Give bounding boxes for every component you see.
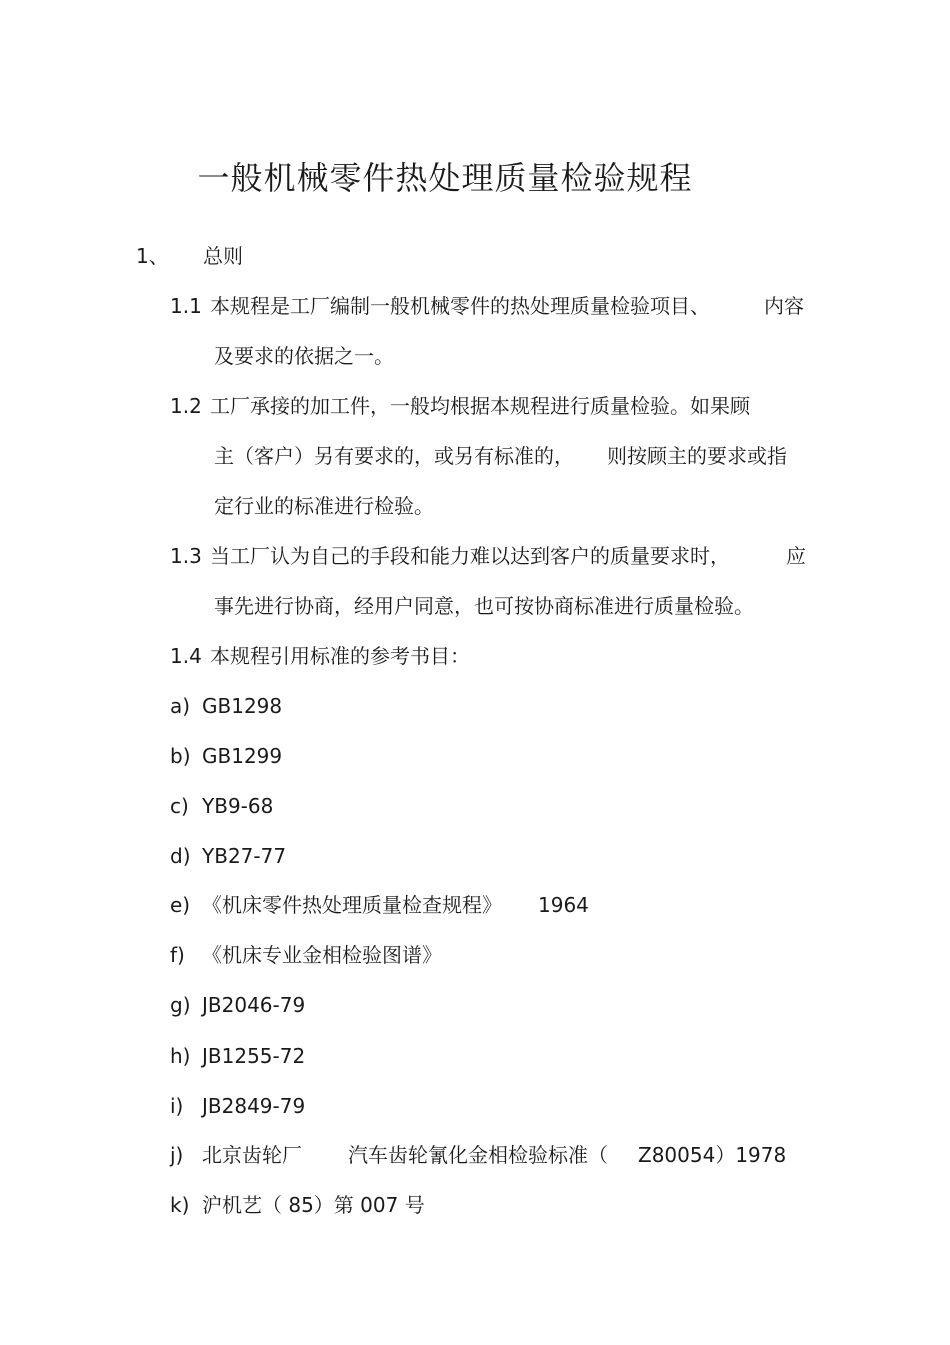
reference-title: 汽车齿轮氰化金相检验标准（ [348,1143,608,1167]
reference-label: k) [170,1193,190,1217]
clause-text-right: 应 [786,544,806,568]
reference-text: JB2046-79 [202,993,306,1017]
section-number: 1、 [136,244,169,268]
reference-code: Z80054）1978 [638,1143,787,1167]
clause-text: 定行业的标准进行检验。 [214,494,434,518]
reference-label: h) [170,1044,191,1068]
reference-text: JB1255-72 [202,1044,306,1068]
reference-text: JB2849-79 [202,1094,306,1118]
clause-text: 当工厂认为自己的手段和能力难以达到客户的质量要求时， [210,544,730,568]
clause-text: 本规程是工厂编制一般机械零件的热处理质量检验项目、 [210,294,710,318]
clause-text-right: 内容 [764,294,804,318]
clause-text: 事先进行协商，经用户同意，也可按协商标准进行质量检验。 [214,594,754,618]
reference-label: a) [170,694,191,718]
section-heading: 总则 [203,244,243,268]
clause-text: 主（客户）另有要求的，或另有标准的， [214,444,574,468]
clause-text: 及要求的依据之一。 [214,344,394,368]
reference-year: 1964 [538,893,589,917]
reference-text: GB1298 [202,694,283,718]
clause-number: 1.2 [170,394,202,418]
clause-number: 1.4 [170,644,202,668]
reference-text: YB9-68 [202,794,274,818]
reference-label: f) [170,943,185,967]
reference-text: 沪机艺（ 85）第 007 号 [202,1193,425,1217]
reference-label: g) [170,993,191,1017]
reference-label: b) [170,744,191,768]
clause-text-right: 则按顾主的要求或指 [607,444,787,468]
page-title: 一般机械零件热处理质量检验规程 [197,159,693,197]
reference-text: YB27-77 [202,844,287,868]
reference-label: e) [170,893,191,917]
clause-number: 1.3 [170,544,202,568]
reference-label: i) [170,1094,184,1118]
reference-text: 《机床专业金相检验图谱》 [202,943,442,967]
reference-label: c) [170,794,189,818]
reference-label: d) [170,844,191,868]
reference-text: 北京齿轮厂 [202,1143,302,1167]
clause-text: 本规程引用标准的参考书目： [210,644,470,668]
clause-number: 1.1 [170,294,202,318]
reference-label: j) [170,1143,184,1167]
reference-text: 《机床零件热处理质量检查规程》 [202,893,502,917]
clause-text: 工厂承接的加工件，一般均根据本规程进行质量检验。如果顾 [210,394,750,418]
reference-text: GB1299 [202,744,283,768]
